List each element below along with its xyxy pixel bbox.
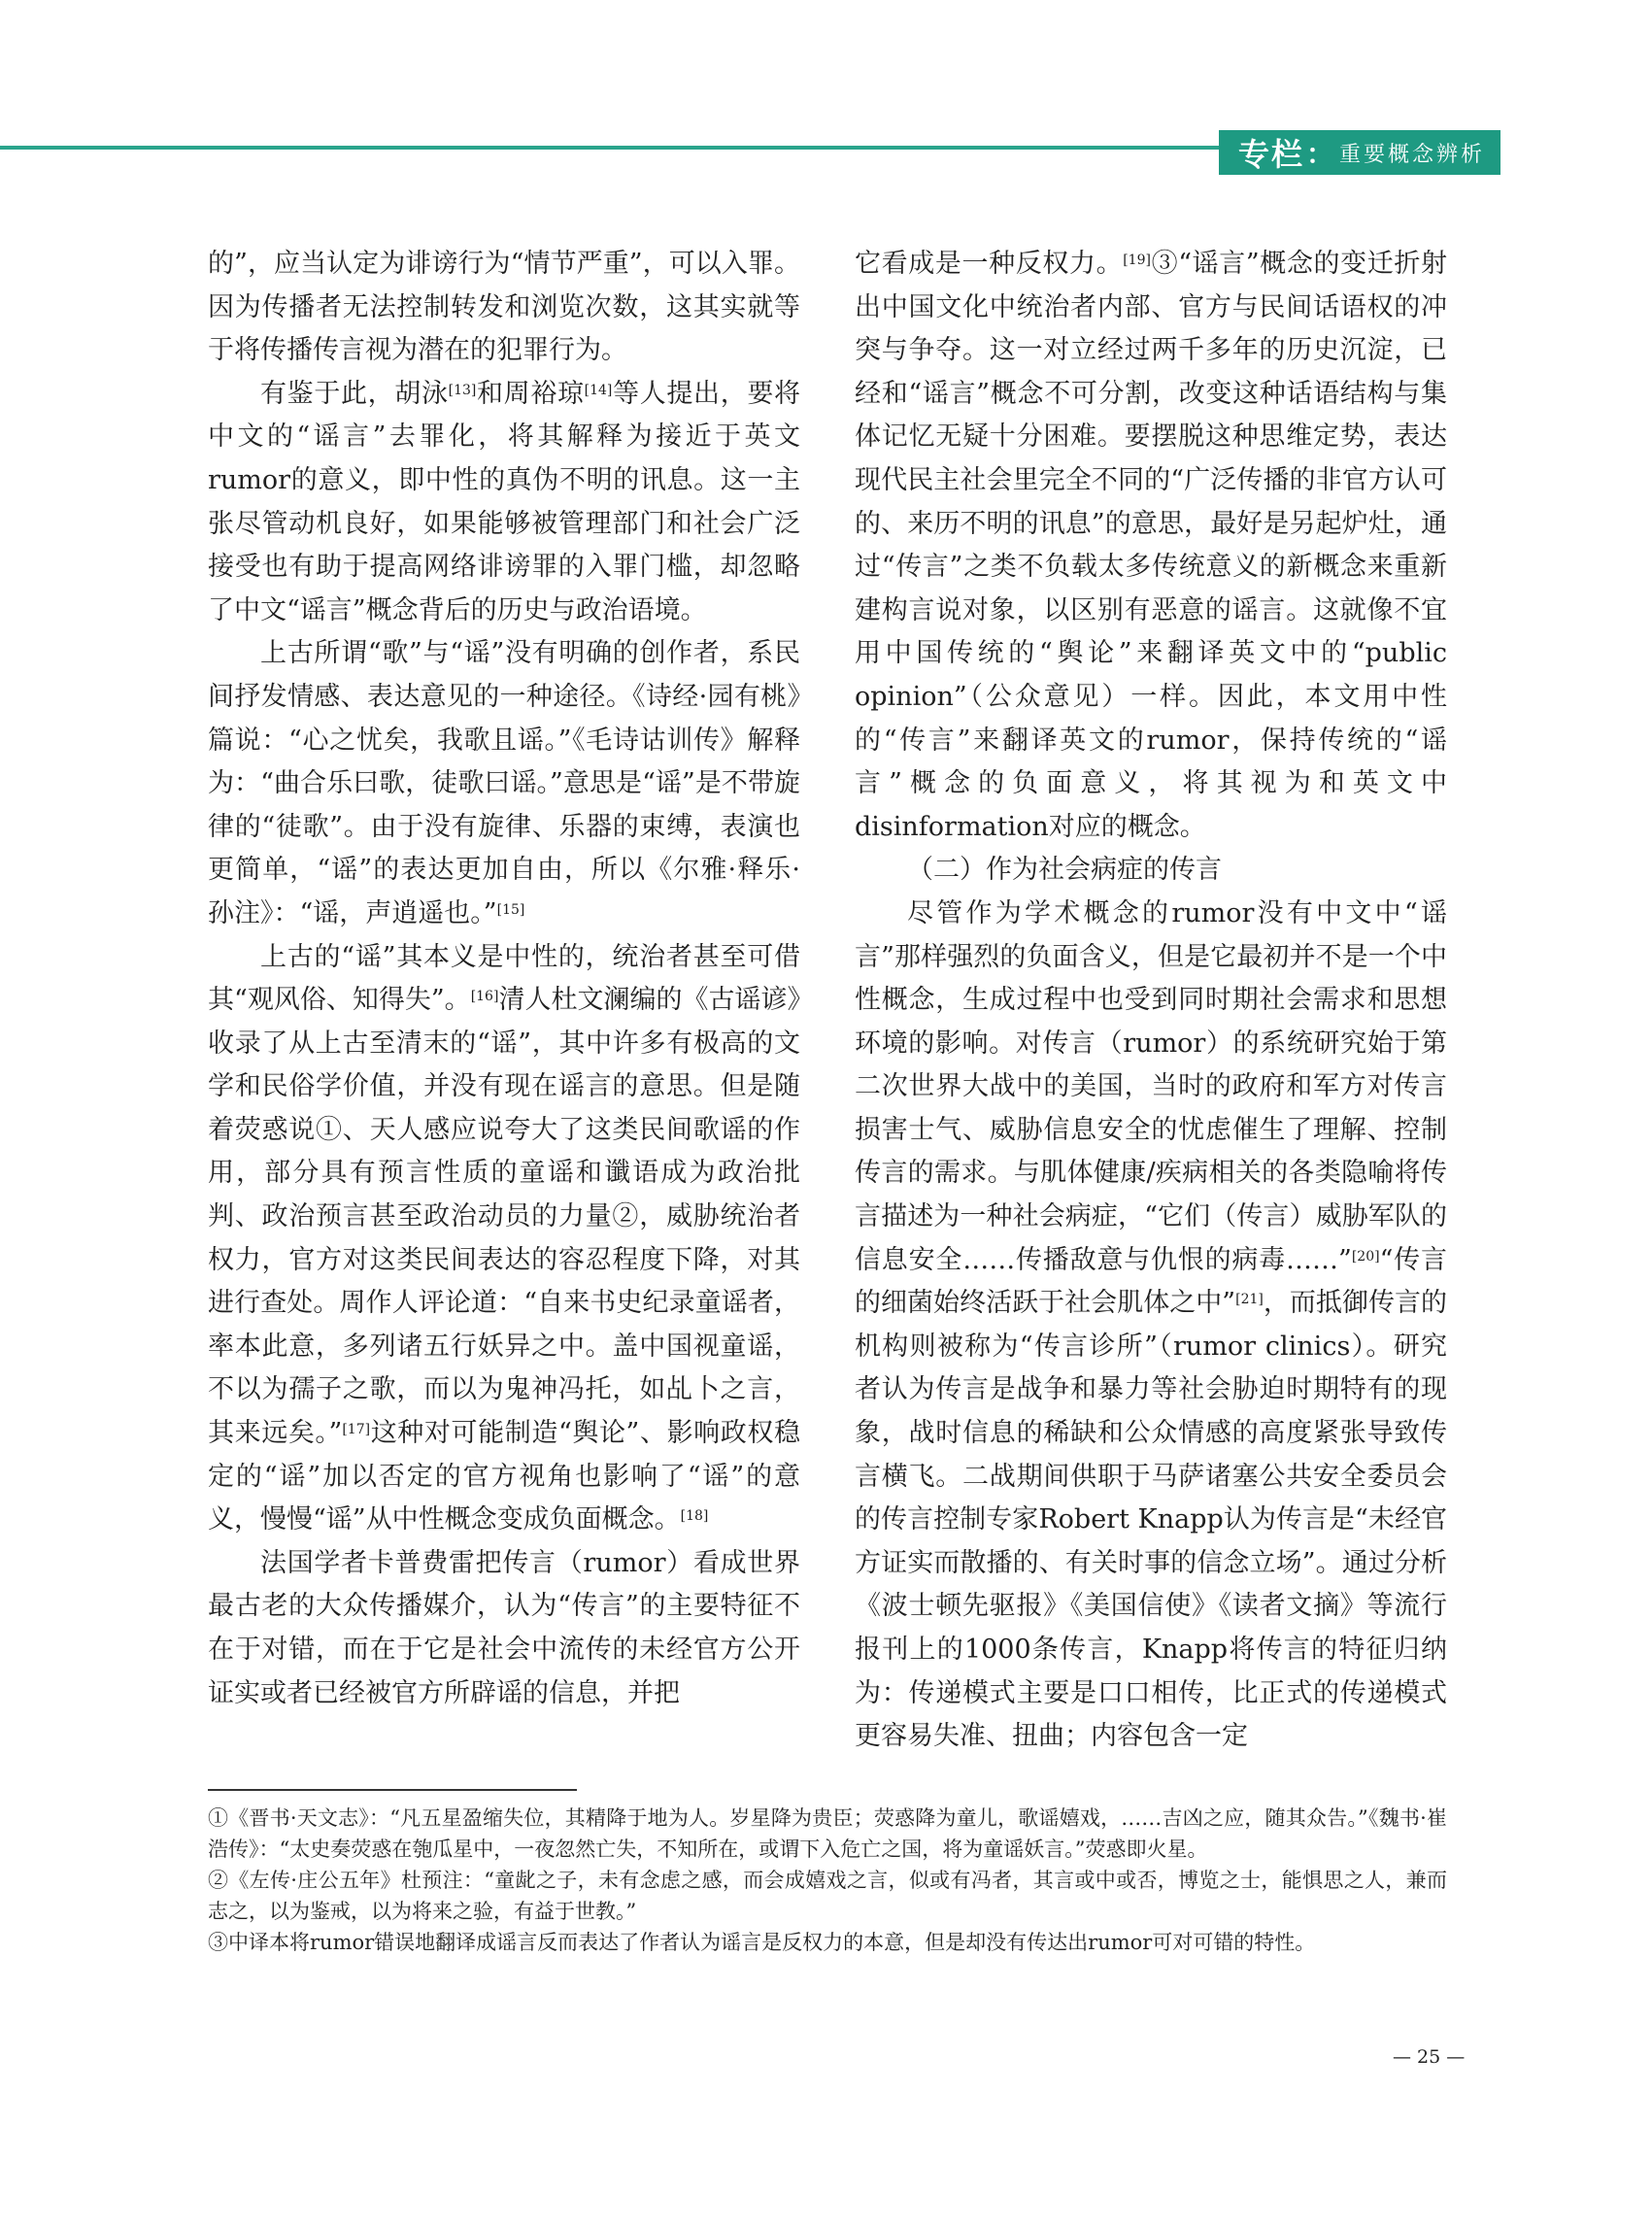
column-header-tag [1219,130,1500,175]
citation-marker: [19] [1123,253,1151,268]
footnote: ①《晋书·天文志》：“凡五星盈缩失位，其精降于地为人。岁星降为贵臣；荧惑降为童儿，歌谣嬉戏，……吉凶之应，随其众告。”《魏书·崔浩传》：“太史奏荧惑在匏瓜星中，一夜忽然亡失，不知所在，或谓下入危亡之国，将为童谣妖言。”荧惑即火星。 [208,1806,1447,1861]
footnote: ③中译本将rumor错误地翻译成谣言反而表达了作者认为谣言是反权力的本意，但是却没有传达出rumor可对可错的特性。 [208,1931,1316,1954]
paragraph: 法国学者卡普费雷把传言（rumor）看成世界最古老的大众传播媒介，认为“传言”的主要特征不在于对错，而在于它是社会中流传的未经官方公开证实或者已经被官方所辟谣的信息，并把 [208,1547,800,1708]
footnote-divider [208,1789,577,1791]
footnotes [208,1803,1447,1958]
column-separator: ： [1306,138,1334,170]
citation-marker: [20] [1351,1248,1380,1265]
citation-marker: [13] [448,382,477,398]
paragraph: 有鉴于此，胡泳[13]和周裕琼[14]等人提出，要将中文的“谣言”去罪化，将其解释为接近于英文rumor的意义，即中性的真伪不明的讯息。这一主张尽管动机良好，如果能够被管理部门和社会广泛接受也有助于提高网络诽谤罪的入罪门槛，却忽略了中文“谣言”概念背后的历史与政治语境。 [208,378,801,625]
section-heading: （二）作为社会病症的传言 [907,855,1222,886]
paragraph: 它看成是一种反权力。[19]③“谣言”概念的变迁折射出中国文化中统治者内部、官方与民间话语权的冲突与争夺。这一对立经过两千多年的历史沉淀，已经和“谣言”概念不可分割，改变这种话语结构与集体记忆无疑十分困难。要摆脱这种思维定势，表达现代民主社会里完全不同的“广泛传播的非官方认可的、来历不明的讯息”的意思，最好是另起炉灶，通过“传言”之类不负载太多传统意义的新概念来重新建构言说对象，以区别有恶意的谣言。这就像不宜用中国传统的“舆论”来翻译英文中的“public opinion”（公众意见）一样。因此，本文用中性的“传言”来翻译英文的rumor，保持传统的“谣言”概念的负面意义，将其视为和英文中disinformation对应的概念。 [855,249,1447,842]
right-text-column [855,243,1447,1759]
citation-marker: [18] [680,1508,709,1525]
citation-marker: [21] [1235,1292,1264,1308]
citation-marker: [17] [342,1422,371,1438]
left-text-column [208,243,800,1715]
header-rule [0,146,1224,150]
page-number: — 25 — [1393,2046,1466,2068]
paragraph: 上古所谓“歌”与“谣”没有明确的创作者，系民间抒发情感、表达意见的一种途径。《诗经·园有桃》篇说：“心之忧矣，我歌且谣。”《毛诗诂训传》解释为：“曲合乐曰歌，徒歌曰谣。”意思是“谣”是不带旋律的“徒歌”。由于没有旋律、乐器的束缚，表演也更简单，“谣”的表达更加自由，所以《尔雅·释乐·孙注》：“谣，声逍遥也。”[15] [208,638,800,928]
citation-marker: [14] [584,382,613,398]
paragraph: 的”，应当认定为诽谤行为“情节严重”，可以入罪。因为传播者无法控制转发和浏览次数，这其实就等于将传播传言视为潜在的犯罪行为。 [208,249,800,366]
column-topic-label: 重要概念辨析 [1339,142,1486,167]
footnote: ②《左传·庄公五年》杜预注：“童龀之子，未有念虑之感，而会成嬉戏之言，似或有冯者，其言或中或否，博览之士，能惧思之人，兼而志之，以为鉴戒，以为将来之验，有益于世教。” [208,1869,1447,1923]
paragraph: 尽管作为学术概念的rumor没有中文中“谣言”那样强烈的负面含义，但是它最初并不是一个中性概念，生成过程中也受到同时期社会需求和思想环境的影响。对传言（rumor）的系统研究始于第二次世界大战中的美国，当时的政府和军方对传言损害士气、威胁信息安全的忧虑催生了理解、控制传言的需求。与肌体健康/疾病相关的各类隐喻将传言描述为一种社会病症，“它们（传言）威胁军队的信息安全……传播敌意与仇恨的病毒……”[20]“传言的细菌始终活跃于社会肌体之中”[21]，而抵御传言的机构则被称为“传言诊所”（rumor clinics）。研究者认为传言是战争和暴力等社会胁迫时期特有的现象，战时信息的稀缺和公众情感的高度紧张导致传言横飞。二战期间供职于马萨诸塞公共安全委员会的传言控制专家Robert Knapp认为传言是“未经官方证实而散播的、有关时事的信念立场”。通过分析《波士顿先驱报》《美国信使》《读者文摘》等流行报刊上的1000条传言，Knapp将传言的特征归纳为：传递模式主要是口口相传，比正式的传递模式更容易失准、扭曲；内容包含一定 [855,897,1448,1752]
citation-marker: [15] [496,901,525,918]
column-section-label: 专栏 [1238,136,1305,173]
paragraph: 上古的“谣”其本义是中性的，统治者甚至可借其“观风俗、知得失”。[16]清人杜文澜编的《古谣谚》收录了从上古至清末的“谣”，其中许多有极高的文学和民俗学价值，并没有现在谣言的意思。但是随着荧惑说①、天人感应说夸大了这类民间歌谣的作用，部分具有预言性质的童谣和谶语成为政治批判、政治预言甚至政治动员的力量②，威胁统治者权力，官方对这类民间表达的容忍程度下降，对其进行查处。周作人评论道：“自来书史纪录童谣者，率本此意，多列诸五行妖异之中。盖中国视童谣，不以为孺子之歌，而以为鬼神冯托，如乩卜之言，其来远矣。”[17]这种对可能制造“舆论”、影响政权稳定的“谣”加以否定的官方视角也影响了“谣”的意义，慢慢“谣”从中性概念变成负面概念。[18] [208,941,801,1535]
citation-marker: [16] [470,989,499,1005]
